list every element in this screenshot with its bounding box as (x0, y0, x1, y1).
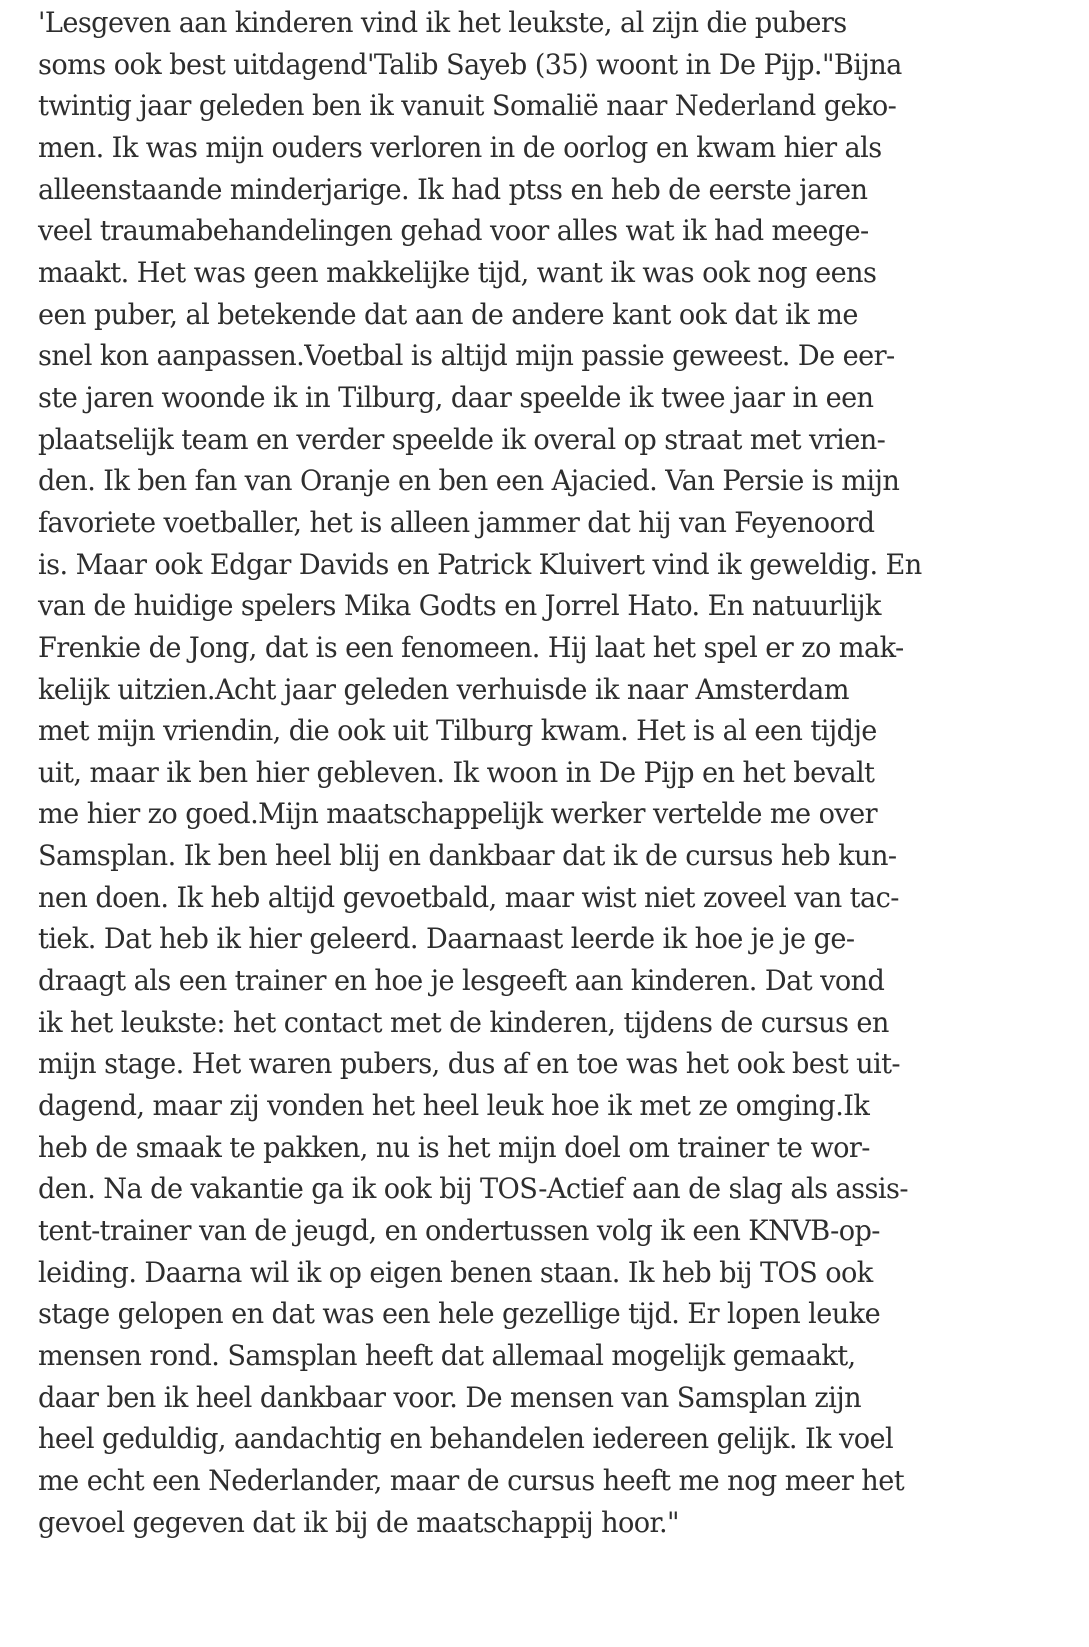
article-line: mensen rond. Samsplan heeft dat allemaal mogelijk gemaakt, (38, 1339, 856, 1372)
article-line: men. Ik was mijn ouders verloren in de oorlog en kwam hier als (38, 130, 882, 164)
article-line: maakt. Het was geen makkelijke tijd, want ik was ook nog eens (38, 255, 877, 289)
article-line: daar ben ik heel dankbaar voor. De mensen van Samsplan zijn (38, 1380, 861, 1414)
article-line: alleenstaande minderjarige. Ik had ptss en heb de eerste jaren (38, 172, 868, 206)
article-line: heb de smaak te pakken, nu is het mijn doel om trainer te wor- (38, 1130, 870, 1164)
article-line: draagt als een trainer en hoe je lesgeeft aan kinderen. Dat vond (38, 964, 885, 998)
article-line: met mijn vriendin, die ook uit Tilburg kwam. Het is al een tijdje (38, 714, 877, 748)
article-line: Samsplan. Ik ben heel blij en dankbaar dat ik de cursus heb kun- (38, 839, 897, 873)
article-line: dagend, maar zij vonden het heel leuk hoe ik met ze omging.Ik (38, 1089, 870, 1123)
article-line: soms ook best uitdagend'Talib Sayeb (35) woont in De Pijp."Bijna (38, 47, 902, 81)
article-body (38, 2, 1083, 1543)
article-line: van de huidige spelers Mika Godts en Jorrel Hato. En natuurlijk (38, 589, 881, 623)
article-line: leiding. Daarna wil ik op eigen benen staan. Ik heb bij TOS ook (38, 1255, 873, 1289)
article-line: is. Maar ook Edgar Davids en Patrick Kluivert vind ik geweldig. En (38, 547, 922, 581)
article-line: 'Lesgeven aan kinderen vind ik het leukste, al zijn die pubers (38, 6, 847, 39)
article-line: veel traumabehandelingen gehad voor alles wat ik had meege- (38, 214, 869, 248)
article-line: tiek. Dat heb ik hier geleerd. Daarnaast leerde ik hoe je je ge- (38, 922, 855, 956)
article-line: een puber, al betekende dat aan de andere kant ook dat ik me (38, 297, 858, 331)
article-line: stage gelopen en dat was een hele gezellige tijd. Er lopen leuke (38, 1297, 881, 1331)
article-line: snel kon aanpassen.Voetbal is altijd mijn passie geweest. De eer- (38, 339, 895, 373)
article-line: mijn stage. Het waren pubers, dus af en toe was het ook best uit- (38, 1047, 901, 1081)
article-line: twintig jaar geleden ben ik vanuit Somalië naar Nederland geko- (38, 89, 897, 123)
article-line: gevoel gegeven dat ik bij de maatschappij hoor." (38, 1505, 679, 1539)
article-line: Frenkie de Jong, dat is een fenomeen. Hij laat het spel er zo mak- (38, 630, 904, 664)
article-line: nen doen. Ik heb altijd gevoetbald, maar wist niet zoveel van tac- (38, 880, 899, 914)
article-line: uit, maar ik ben hier gebleven. Ik woon in De Pijp en het bevalt (38, 755, 875, 789)
article-line: ste jaren woonde ik in Tilburg, daar speelde ik twee jaar in een (38, 380, 874, 414)
article-line: plaatselijk team en verder speelde ik overal op straat met vrien- (38, 422, 886, 456)
article-line: me echt een Nederlander, maar de cursus heeft me nog meer het (38, 1463, 905, 1497)
article-line: me hier zo goed.Mijn maatschappelijk werker vertelde me over (38, 797, 878, 831)
article-line: kelijk uitzien.Acht jaar geleden verhuisde ik naar Amsterdam (38, 672, 849, 706)
article-line: den. Na de vakantie ga ik ook bij TOS-Actief aan de slag als assis- (38, 1172, 908, 1206)
article-line: heel geduldig, aandachtig en behandelen iedereen gelijk. Ik voel (38, 1422, 894, 1456)
article-line: tent-trainer van de jeugd, en ondertussen volg ik een KNVB-op- (38, 1214, 880, 1248)
article-line: favoriete voetballer, het is alleen jammer dat hij van Feyenoord (38, 505, 875, 539)
article-line: ik het leukste: het contact met de kinderen, tijdens de cursus en (38, 1005, 889, 1039)
article-line: den. Ik ben fan van Oranje en ben een Ajacied. Van Persie is mijn (38, 464, 900, 498)
